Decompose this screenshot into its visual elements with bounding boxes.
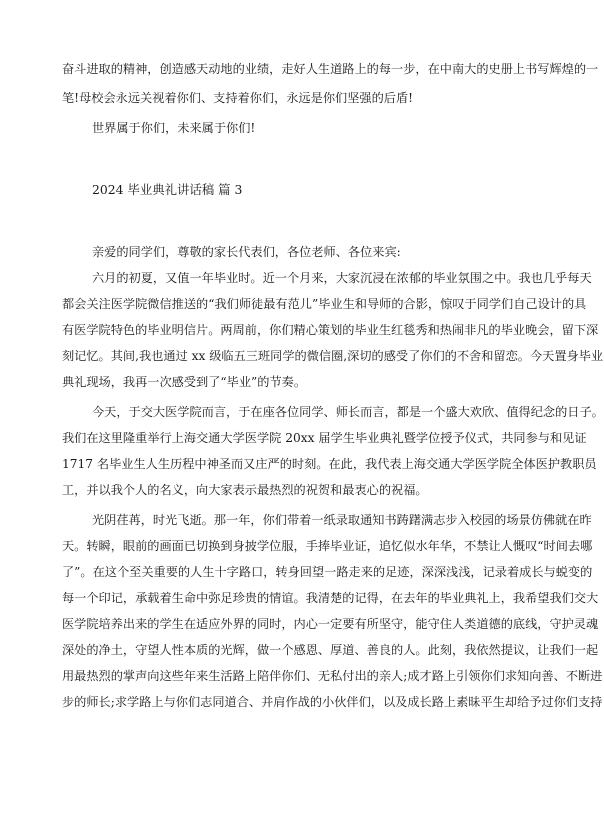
paragraph-1-line-2: 都会关注医学院微信推送的“我们师徒最有范儿”毕业生和导师的合影，惊叹于同学们自己设计的具 <box>62 297 587 311</box>
paragraph-3-line-6: 深处的净土，守望人性本质的光辉，做一个感恩、厚道、善良的人。此刻，我依然提议，让我们一起 <box>62 643 599 657</box>
paragraph-3-line-7: 用最热烈的掌声向这些年来生活路上陪伴你们、无私付出的亲人;成才路上引领你们求知向善、不断进 <box>62 669 603 683</box>
paragraph-2-line-4: 工，并以我个人的名义，向大家表示最热烈的祝贺和最衷心的祝福。 <box>62 483 428 497</box>
section-title: 2024 毕业典礼讲话稿 篇 3 <box>92 182 243 197</box>
continuation-line-1: 奋斗进取的精神，创造感天动地的业绩，走好人生道路上的每一步，在中南大的史册上书写辉煌的一 <box>62 62 599 76</box>
paragraph-1-line-5: 典礼现场，我再一次感受到了“毕业”的节奏。 <box>62 375 307 389</box>
paragraph-3-line-5: 医学院培养出来的学生在适应外界的同时，内心一定要有所坚守，能守住人类道德的底线，守护灵魂 <box>62 617 599 631</box>
paragraph-2-line-1: 今天，于交大医学院而言，于在座各位同学、师长而言，都是一个盛大欢欣、值得纪念的日子。 <box>92 405 604 419</box>
paragraph-2-line-3: 1717 名毕业生人生历程中神圣而又庄严的时刻。在此，我代表上海交通大学医学院全体医护教职员 <box>62 457 597 471</box>
paragraph-3-line-4: 每一个印记，承载着生命中弥足珍贵的情谊。我清楚的记得，在去年的毕业典礼上，我希望我们交大 <box>62 591 599 605</box>
paragraph-3-line-2: 天。转瞬，眼前的画面已切换到身披学位服，手捧毕业证，追忆似水年华，不禁让人慨叹“时间去哪 <box>62 539 593 553</box>
paragraph-1-line-4: 刻记忆。其间,我也通过 xx 级临五三班同学的微信圈,深切的感受了你们的不舍和留恋。今天置身毕业 <box>62 349 604 363</box>
greeting-line: 亲爱的同学们，尊敬的家长代表们，各位老师、各位来宾: <box>92 245 401 259</box>
closing-line: 世界属于你们，未来属于你们! <box>92 121 256 135</box>
paragraph-3-line-3: 了”。在这个至关重要的人生十字路口，转身回望一路走来的足迹，深深浅浅，记录着成长与蜕变的 <box>62 565 593 579</box>
paragraph-2-line-2: 我们在这里隆重举行上海交通大学医学院 20xx 届学生毕业典礼暨学位授予仪式，共同参与和见证 <box>62 431 587 445</box>
continuation-line-2: 笔!母校会永远关视着你们、支持着你们，永远是你们坚强的后盾! <box>62 91 414 105</box>
paragraph-3-line-1: 光阴荏苒，时光飞逝。那一年，你们带着一纸录取通知书踌躇满志步入校园的场景仿佛就在昨 <box>92 513 592 527</box>
paragraph-1-line-3: 有医学院特色的毕业明信片。两周前，你们精心策划的毕业生红毯秀和热闹非凡的毕业晚会，留下深 <box>62 323 599 337</box>
paragraph-1-line-1: 六月的初夏，又值一年毕业时。近一个月来，大家沉浸在浓郁的毕业氛围之中。我也几乎每天 <box>92 271 592 285</box>
paragraph-3-line-8: 步的师长;求学路上与你们志同道合、并肩作战的小伙伴们，以及成长路上素昧平生却给予过你们支持 <box>62 695 603 709</box>
